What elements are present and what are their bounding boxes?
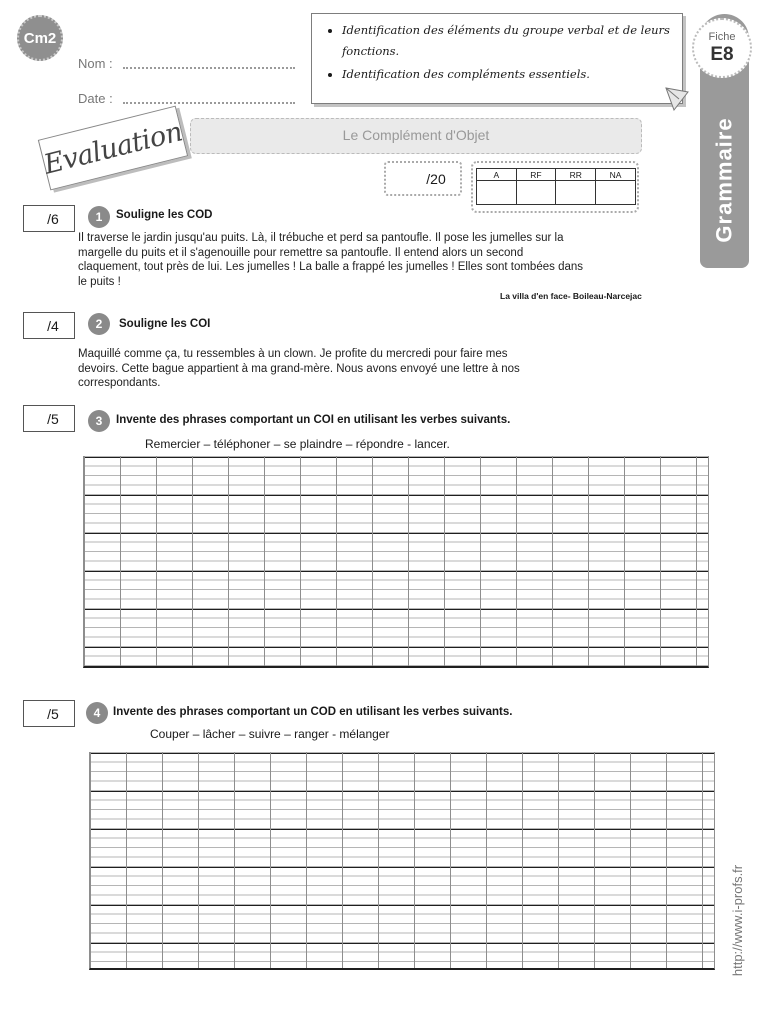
grade-header: A — [477, 169, 517, 181]
text-line: correspondants. — [78, 377, 161, 390]
exercise-3-verbs: Remercier – téléphoner – se plaindre – répondre - lancer. — [145, 437, 450, 451]
exercise-1-number — [88, 206, 110, 228]
score-value: /5 — [47, 410, 59, 427]
grade-cell[interactable] — [556, 181, 596, 205]
exercise-1-text — [78, 231, 686, 289]
exercise-3-writing-grid[interactable] — [83, 456, 709, 668]
subject-label: Grammaire — [712, 117, 737, 243]
score-value: /5 — [47, 705, 59, 722]
footer-url[interactable] — [718, 840, 758, 1000]
exercise-1-instruction: Souligne les COD — [116, 209, 213, 221]
grade-cell[interactable] — [516, 181, 556, 205]
exercise-2-instruction: Souligne les COI — [119, 318, 211, 330]
objectives-note — [311, 13, 683, 104]
number-label: 2 — [95, 317, 103, 331]
number-label: 4 — [93, 706, 101, 720]
evaluation-label: Evaluation — [40, 115, 186, 181]
exercise-4-number — [86, 702, 108, 724]
exercise-4-verbs: Couper – lâcher – suivre – ranger - mélanger — [150, 727, 390, 741]
text-line: Il traverse le jardin jusqu'au puits. Là, il trébuche et perd sa pantoufle. Il pose les jumelles sur la — [78, 232, 564, 244]
exercise-1-source: La villa d'en face- Boileau-Narcejac — [500, 291, 642, 301]
name-dotted-line[interactable] — [123, 59, 295, 69]
grade-header: NA — [596, 169, 636, 181]
text-line: margelle du puits et il s'agenouille pour remettre sa pantoufle. Il entend alors un second — [78, 246, 524, 259]
evaluation-stamp — [38, 106, 188, 191]
name-field[interactable] — [78, 55, 295, 73]
text-line: claquement, tout près de lui. Les jumelles ! La balle a frappé les jumelles ! Elles sont tombées dans — [78, 261, 584, 274]
footer-url-text[interactable]: http://www.i-profs.fr — [730, 864, 746, 976]
exercise-2-number — [88, 313, 110, 335]
pin-corner-icon — [664, 86, 690, 112]
total-score-box — [384, 161, 462, 196]
text-line: devoirs. Cette bague appartient à ma grand-mère. Nous avons envoyé une lettre à nos — [78, 362, 520, 375]
exercise-2-text — [78, 347, 678, 391]
grade-cell[interactable] — [596, 181, 636, 205]
score-value: /4 — [47, 317, 59, 334]
score-value: /6 — [47, 210, 59, 227]
text-line: Maquillé comme ça, tu ressembles à un clown. Je profite du mercredi pour faire mes — [78, 348, 508, 360]
exercise-4-instruction: Invente des phrases comportant un COD en utilisant les verbes suivants. — [113, 706, 513, 718]
topic-title: Le Complément d'Objet — [190, 118, 642, 154]
objectives-list — [326, 20, 672, 85]
exercise-1-score — [23, 205, 75, 232]
exercise-3-score — [23, 405, 75, 432]
exercise-4-score — [23, 700, 75, 727]
grade-table — [476, 168, 636, 205]
exercise-2-score — [23, 312, 75, 339]
exercise-3-instruction: Invente des phrases comportant un COI en utilisant les verbes suivants. — [116, 414, 511, 426]
exercise-4-writing-grid[interactable] — [89, 752, 715, 970]
grade-table-frame — [471, 161, 639, 213]
date-label: Date : — [78, 91, 113, 106]
number-label: 1 — [95, 210, 103, 224]
fiche-label: Fiche — [708, 30, 736, 43]
name-label: Nom : — [78, 56, 113, 71]
level-label: Cm2 — [23, 29, 57, 47]
exercise-3-number — [88, 410, 110, 432]
objective-item: • Identification des éléments du groupe verbal et de leurs fonctions. — [342, 20, 672, 62]
grade-cell[interactable] — [477, 181, 517, 205]
number-label: 3 — [95, 414, 103, 428]
grade-header: RF — [516, 169, 556, 181]
objective-item: • Identification des compléments essentiels. — [342, 64, 672, 85]
text-line: le puits ! — [78, 275, 121, 288]
total-score: /20 — [426, 170, 446, 187]
date-dotted-line[interactable] — [123, 94, 295, 104]
date-field[interactable] — [78, 90, 295, 108]
subject-title — [703, 100, 747, 260]
level-badge — [17, 15, 63, 61]
fiche-badge — [692, 18, 752, 78]
fiche-code: E8 — [710, 43, 734, 65]
grade-header: RR — [556, 169, 596, 181]
